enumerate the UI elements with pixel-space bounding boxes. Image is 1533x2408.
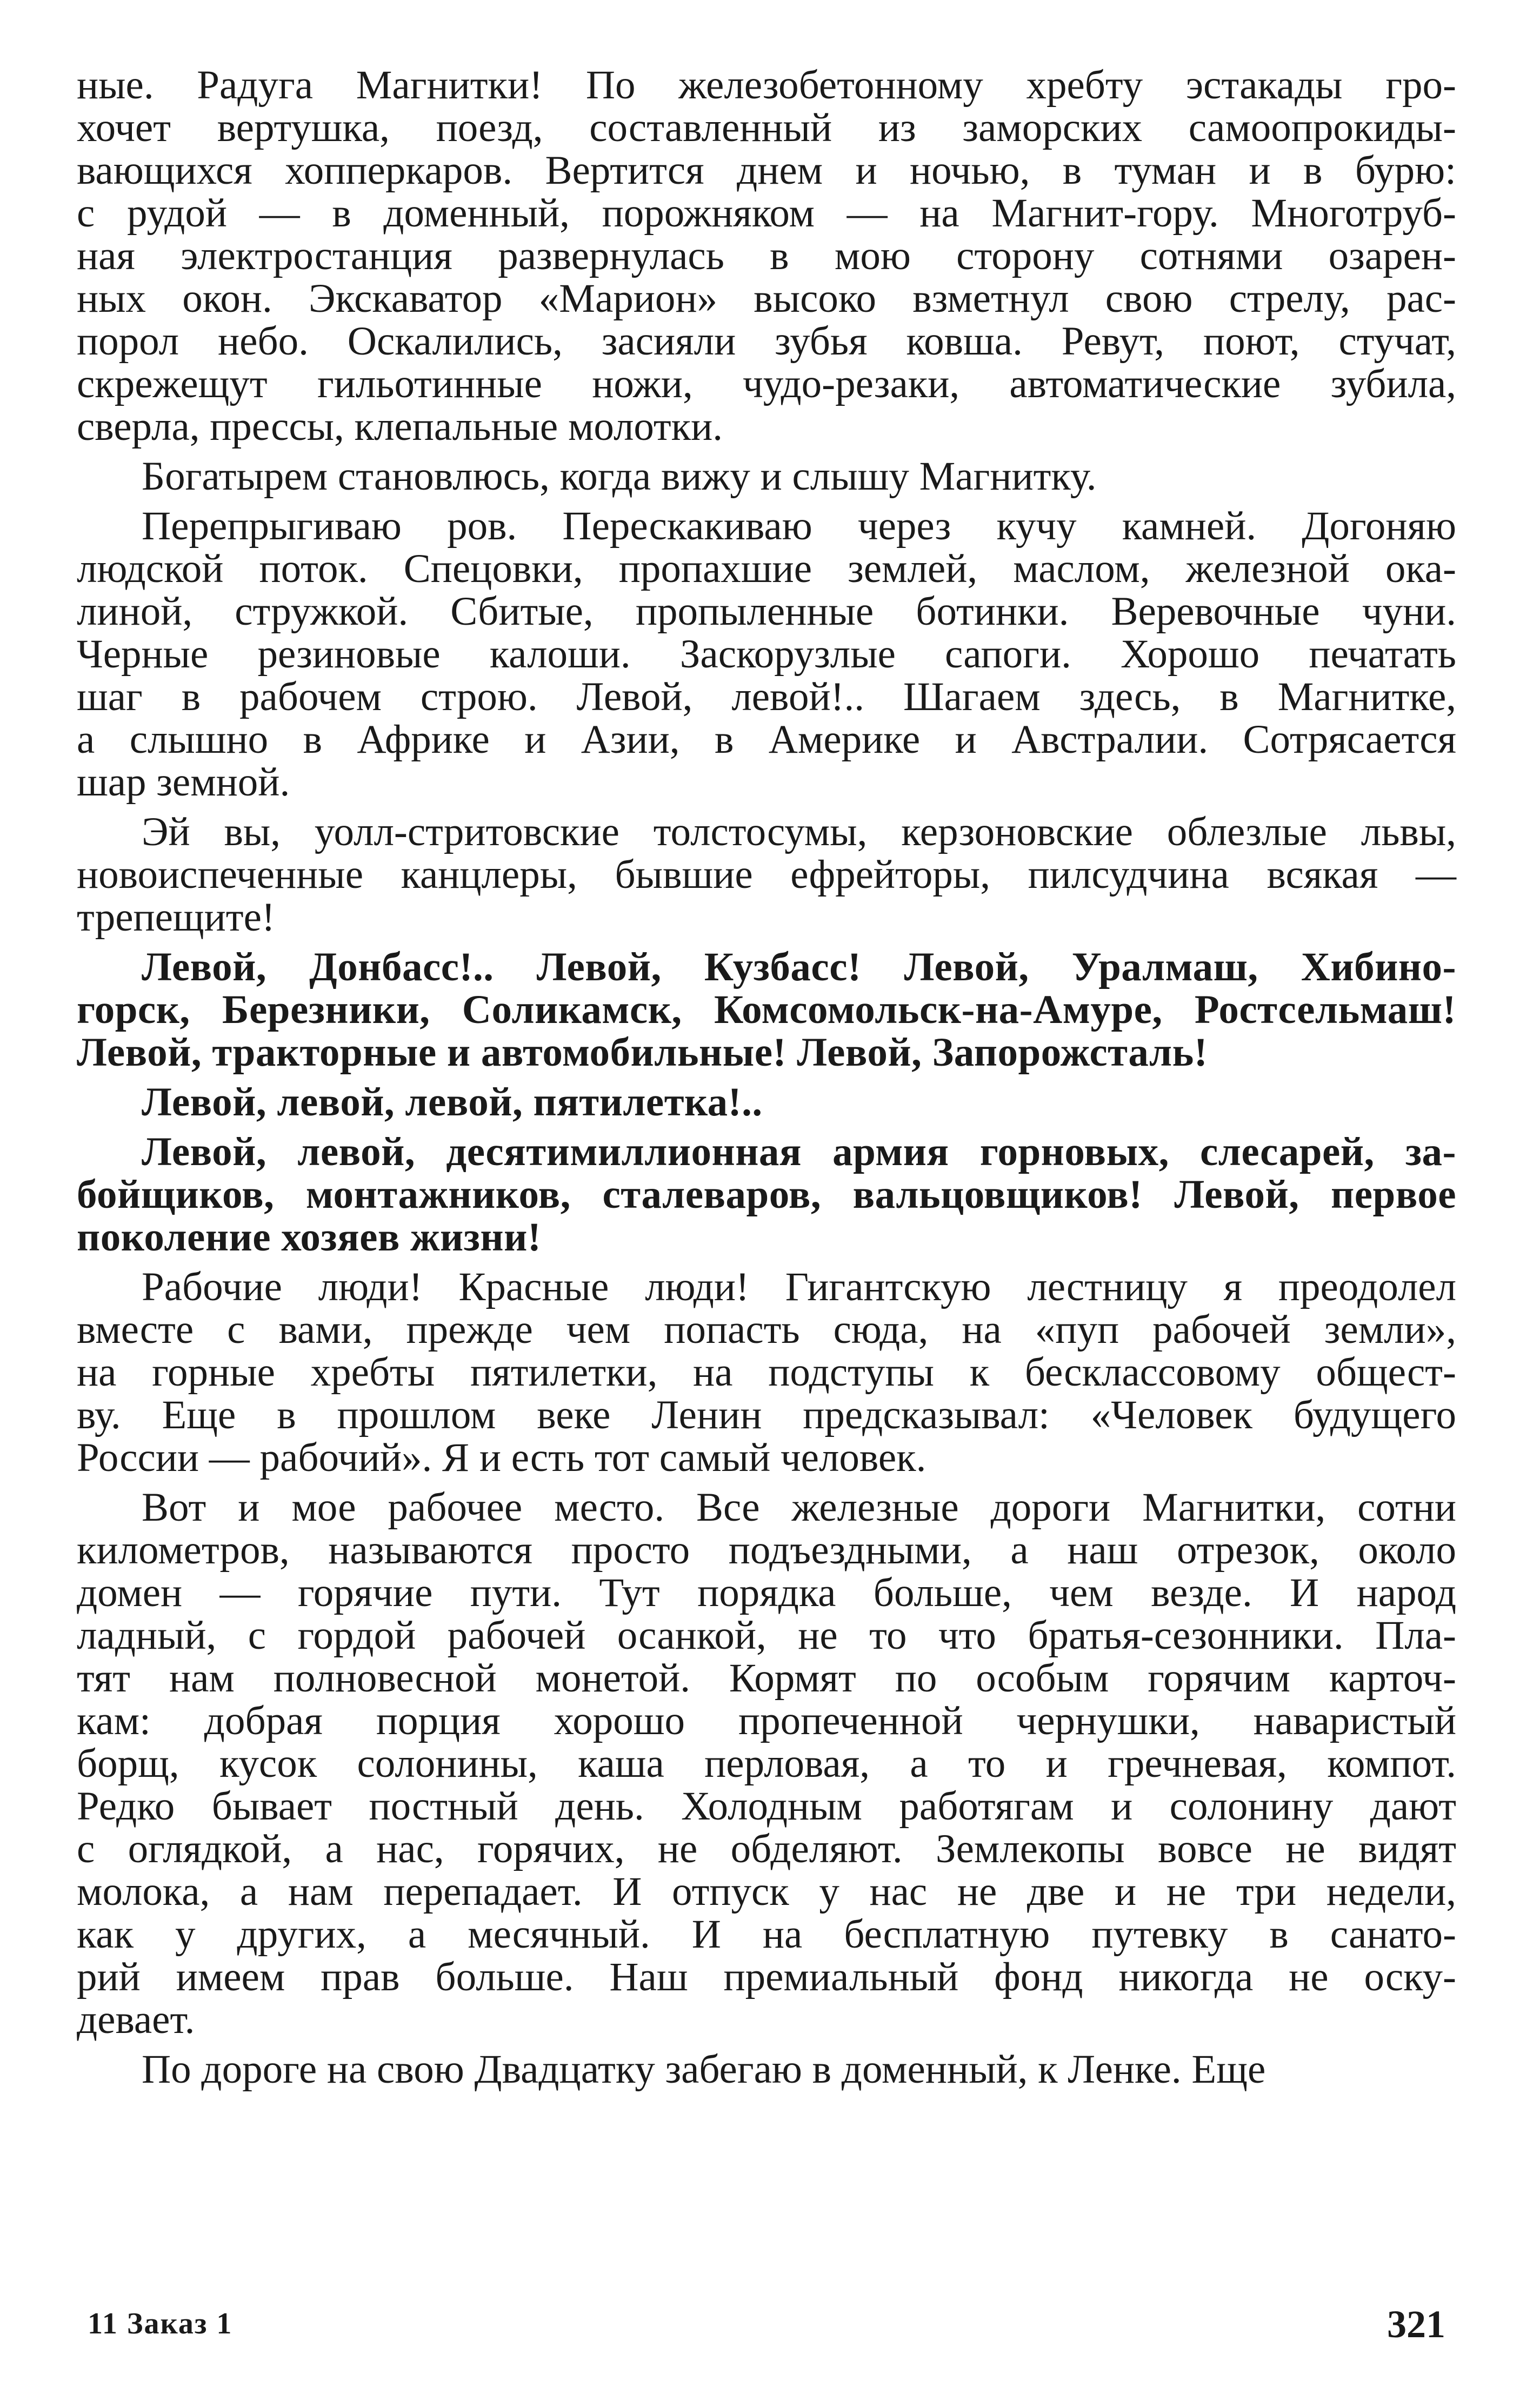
text-line: а слышно в Африке и Азии, в Америке и Австралии. Сотрясается <box>77 717 1456 762</box>
text-line: кам: добрая порция хорошо пропеченной чернушки, наваристый <box>77 1698 1456 1743</box>
book-page-body <box>77 64 1456 2098</box>
text-line: Редко бывает постный день. Холодным работягам и солонину дают <box>77 1784 1456 1829</box>
text-line: хочет вертушка, поезд, составленный из заморских самоопрокиды- <box>77 105 1456 150</box>
text-line: молока, а нам перепадает. И отпуск у нас не две и не три недели, <box>77 1869 1456 1914</box>
text-line: Богатырем становлюсь, когда вижу и слышу Магнитку. <box>142 454 1097 499</box>
text-line: вающихся хопперкаров. Вертится днем и ночью, в туман и в бурю: <box>77 148 1456 193</box>
printer-signature: 11 Заказ 1 <box>88 2307 233 2340</box>
text-line: с оглядкой, а нас, горячих, не обделяют. Землекопы вовсе не видят <box>77 1827 1456 1871</box>
paragraph <box>77 1266 1456 1479</box>
text-line: Левой, Донбасс!.. Левой, Кузбасс! Левой, Уралмаш, Хибино- <box>142 945 1456 989</box>
text-line: с рудой — в доменный, порожняком — на Магнит-гору. Многотруб- <box>77 191 1456 236</box>
text-line: рий имеем прав больше. Наш премиальный фонд никогда не оску- <box>77 1955 1456 1999</box>
paragraph <box>77 64 1456 448</box>
text-line: Рабочие люди! Красные люди! Гигантскую лестницу я преодолел <box>142 1265 1456 1309</box>
text-line: домен — горячие пути. Тут порядка больше, чем везде. И народ <box>77 1570 1456 1615</box>
text-line: ладный, с гордой рабочей осанкой, не то что братья-сезонники. Пла- <box>77 1613 1456 1658</box>
text-line: Вот и мое рабочее место. Все железные дороги Магнитки, сотни <box>142 1485 1456 1530</box>
text-line: бойщиков, монтажников, сталеваров, вальцовщиков! Левой, первое <box>77 1172 1456 1217</box>
text-line: сверла, прессы, клепальные молотки. <box>77 404 723 449</box>
text-line: Черные резиновые калоши. Заскорузлые сапоги. Хорошо печатать <box>77 632 1456 677</box>
paragraph <box>77 1081 1456 1123</box>
paragraph <box>77 1486 1456 2041</box>
paragraph <box>77 1131 1456 1259</box>
text-line: девает. <box>77 1997 195 2042</box>
text-line: ву. Еще в прошлом веке Ленин предсказывал: «Человек будущего <box>77 1393 1456 1437</box>
text-line: Перепрыгиваю ров. Перескакиваю через кучу камней. Догоняю <box>142 504 1456 549</box>
text-line: Левой, левой, левой, пятилетка!.. <box>142 1080 763 1125</box>
text-line: километров, называются просто подъездными, а наш отрезок, около <box>77 1528 1456 1573</box>
page-footer <box>77 2303 1456 2360</box>
text-line: поколение хозяев жизни! <box>77 1215 542 1260</box>
paragraph <box>77 811 1456 939</box>
paragraph <box>77 505 1456 804</box>
text-line: скрежещут гильотинные ножи, чудо-резаки, автоматические зубила, <box>77 362 1456 406</box>
text-line: шар земной. <box>77 760 290 805</box>
page-number: 321 <box>1387 2303 1445 2346</box>
paragraph <box>77 455 1456 498</box>
text-line: Левой, левой, десятимиллионная армия горновых, слесарей, за- <box>142 1129 1456 1174</box>
text-line: ная электростанция развернулась в мою сторону сотнями озарен- <box>77 233 1456 278</box>
text-line: линой, стружкой. Сбитые, пропыленные ботинки. Веревочные чуни. <box>77 589 1456 634</box>
paragraph <box>77 946 1456 1074</box>
text-line: Эй вы, уолл-стритовские толстосумы, керзоновские облезлые львы, <box>142 810 1456 854</box>
text-line: ные. Радуга Магнитки! По железобетонному хребту эстакады гро- <box>77 63 1456 108</box>
text-line: новоиспеченные канцлеры, бывшие ефрейторы, пилсудчина всякая — <box>77 852 1456 897</box>
text-line: горск, Березники, Соликамск, Комсомольск-на-Амуре, Ростсельмаш! <box>77 987 1456 1032</box>
text-line: трепещите! <box>77 895 275 940</box>
text-line: вместе с вами, прежде чем попасть сюда, на «пуп рабочей земли», <box>77 1307 1456 1352</box>
text-line: По дороге на свою Двадцатку забегаю в доменный, к Ленке. Еще <box>142 2047 1266 2092</box>
text-line: шаг в рабочем строю. Левой, левой!.. Шагаем здесь, в Магнитке, <box>77 674 1456 719</box>
text-line: людской поток. Спецовки, пропахшие землей, маслом, железной ока- <box>77 546 1456 591</box>
text-line: на горные хребты пятилетки, на подступы к бесклассовому общест- <box>77 1350 1456 1395</box>
paragraph <box>77 2048 1456 2091</box>
text-line: порол небо. Оскалились, засияли зубья ковша. Ревут, поют, стучат, <box>77 319 1456 364</box>
text-line: Левой, тракторные и автомобильные! Левой, Запорожсталь! <box>77 1030 1208 1075</box>
text-line: России — рабочий». Я и есть тот самый человек. <box>77 1435 927 1480</box>
text-line: тят нам полновесной монетой. Кормят по особым горячим карточ- <box>77 1656 1456 1701</box>
text-line: как у других, а месячный. И на бесплатную путевку в санато- <box>77 1912 1456 1957</box>
text-line: ных окон. Экскаватор «Марион» высоко взметнул свою стрелу, рас- <box>77 276 1456 321</box>
text-line: борщ, кусок солонины, каша перловая, а то и гречневая, компот. <box>77 1741 1456 1786</box>
